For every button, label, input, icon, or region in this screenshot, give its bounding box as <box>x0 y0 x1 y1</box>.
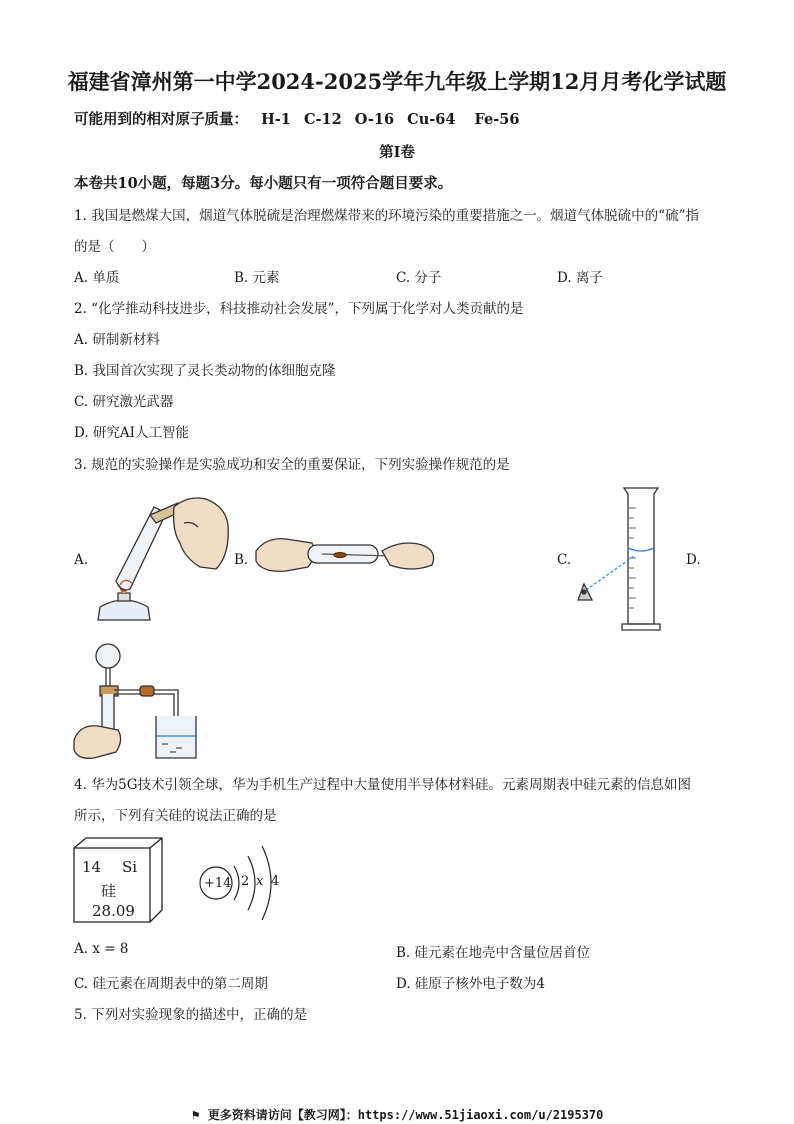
atom-nucleus-charge: +14 <box>204 876 232 891</box>
atom-shell-2: x <box>256 874 264 889</box>
q4-option-a: A. x = 8 <box>74 941 129 957</box>
q3-label-c: C. <box>557 552 572 568</box>
element-atomic-number: 14 <box>82 858 102 876</box>
figure-d-airtightness-check <box>70 640 220 766</box>
section-instructions: 本卷共10小题，每题3分。每小题只有一项符合题目要求。 <box>74 175 453 192</box>
q1-stem-line2: 的是（ ） <box>74 239 155 255</box>
volume-title: 第I卷 <box>379 144 415 161</box>
atomic-masses-line <box>74 108 519 129</box>
q3-label-a: A. <box>74 552 89 568</box>
q4-option-d: D. 硅原子核外电子数为4 <box>396 976 546 992</box>
q2-stem: 2. “化学推动科技进步，科技推动社会发展”，下列属于化学对人类贡献的是 <box>74 301 524 317</box>
mass-h: H-1 <box>261 111 291 128</box>
q2-option-a: A. 研制新材料 <box>74 332 160 348</box>
figure-b-adding-powder <box>252 525 438 585</box>
atom-shell-3: 4 <box>271 874 280 889</box>
q2-option-d: D. 研究AI人工智能 <box>74 425 190 441</box>
q4-stem-line2: 所示，下列有关硅的说法正确的是 <box>74 808 277 824</box>
q2-option-b: B. 我国首次实现了灵长类动物的体细胞克隆 <box>74 363 336 379</box>
mass-o: O-16 <box>354 111 395 128</box>
q4-stem-line1: 4. 华为5G技术引领全球，华为手机生产过程中大量使用半导体材料硅。元素周期表中硅元素的信息如图 <box>74 777 692 793</box>
footer-text: 更多资料请访问【教习网】：https://www.51jiaoxi.com/u/2195370 <box>207 1108 604 1122</box>
exam-title: 福建省漳州第一中学2024-2025学年九年级上学期12月月考化学试题 <box>67 69 727 94</box>
q3-stem: 3. 规范的实验操作是实验成功和安全的重要保证，下列实验操作规范的是 <box>74 457 510 473</box>
q1-option-c: C. 分子 <box>396 270 442 286</box>
mass-fe: Fe-56 <box>474 111 520 128</box>
q1-option-b: B. 元素 <box>234 270 280 286</box>
figure-c-reading-cylinder <box>570 484 670 634</box>
q4-option-c: C. 硅元素在周期表中的第二周期 <box>74 976 268 992</box>
q1-stem-line1: 1. 我国是燃煤大国，烟道气体脱硫是治理燃煤带来的环境污染的重要措施之一。烟道气体脱硫中的“硫”指 <box>74 208 699 224</box>
flag-icon: ⚑ <box>190 1109 201 1122</box>
q2-option-c: C. 研究激光武器 <box>74 394 174 410</box>
q5-stem: 5. 下列对实验现象的描述中，正确的是 <box>74 1007 308 1023</box>
element-name: 硅 <box>101 882 117 900</box>
mass-c: C-12 <box>303 111 342 128</box>
mass-cu: Cu-64 <box>407 111 456 128</box>
q1-option-d: D. 离子 <box>557 270 603 286</box>
atom-shell-1: 2 <box>241 874 250 889</box>
element-atomic-mass: 28.09 <box>92 902 135 920</box>
q3-label-d: D. <box>686 552 701 568</box>
atomic-masses-label: 可能用到的相对原子质量： <box>74 111 248 128</box>
figure-a-heating-test-tube <box>88 485 238 625</box>
q3-label-b: B. <box>234 552 249 568</box>
q4-option-b: B. 硅元素在地壳中含量位居首位 <box>396 945 591 961</box>
q1-option-a: A. 单质 <box>74 270 120 286</box>
footer-link[interactable] <box>0 1106 794 1123</box>
element-symbol: Si <box>122 858 138 876</box>
